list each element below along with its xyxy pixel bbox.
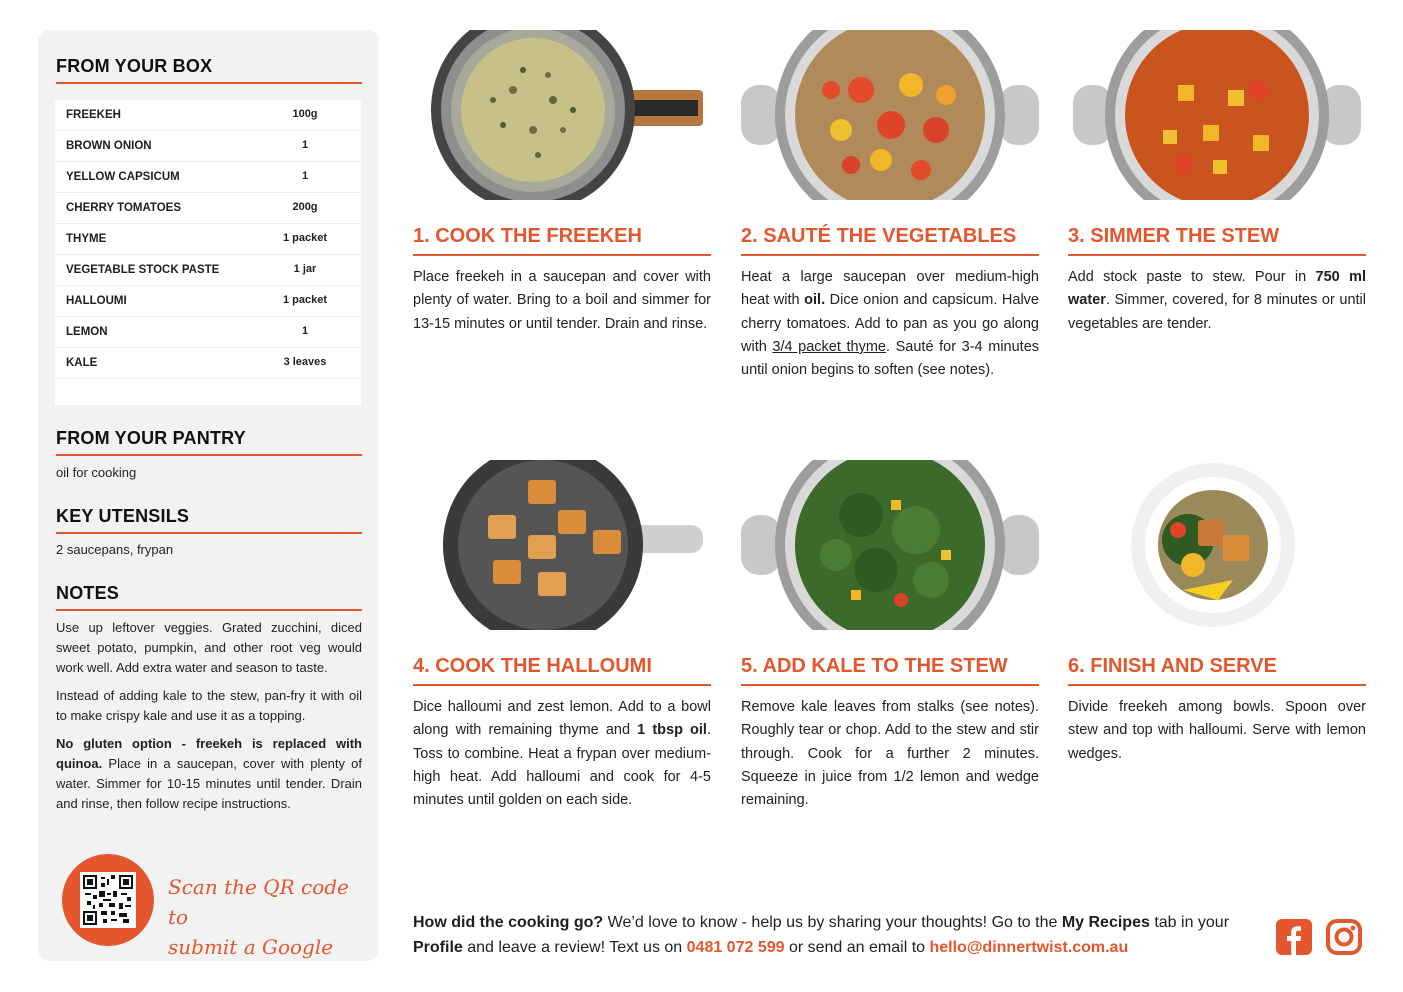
qr-code-icon[interactable] (80, 872, 136, 928)
ingredient-name: FREEKEH (66, 109, 121, 121)
footer-text: tab in your (1149, 914, 1230, 931)
step-title: 6. FINISH AND SERVE (1068, 655, 1366, 686)
ingredient-quantity: 100g (292, 108, 318, 120)
step-underline-text: 3/4 packet thyme (772, 338, 886, 355)
step-title: 1. COOK THE FREEKEH (413, 225, 711, 256)
strainer-freekeh-photo (413, 30, 711, 200)
notes-title: NOTES (56, 583, 120, 603)
table-row (55, 224, 361, 255)
step-title: 3. SIMMER THE STEW (1068, 225, 1366, 256)
step-text: . Simmer, covered, for 8 minutes or until vegetables are tender. (1068, 292, 1366, 332)
table-row (55, 100, 361, 131)
note-paragraph: Instead of adding kale to the stew, pan-fry it with oil to make crispy kale and use it as a topping. (56, 688, 362, 723)
from-your-pantry-title: FROM YOUR PANTRY (56, 428, 246, 448)
ingredient-name: CHERRY TOMATOES (66, 202, 182, 214)
kale-stew-photo (741, 460, 1039, 630)
served-bowl-photo (1068, 460, 1366, 630)
ingredient-quantity: 3 leaves (283, 356, 327, 368)
section-divider (56, 454, 362, 456)
table-row (55, 348, 361, 379)
profile-label: Profile (413, 939, 463, 956)
ingredient-quantity: 1 (301, 325, 309, 337)
ingredient-name: THYME (66, 233, 107, 245)
table-row (55, 317, 361, 348)
footer-text: We’d love to know - help us by sharing your thoughts! Go to the (603, 914, 1062, 931)
step-body (741, 266, 1039, 382)
table-row (55, 193, 361, 224)
step-text: Dice onion and capsicum. Halve cherry tomatoes. Add to pan as you go along with (741, 292, 1039, 355)
step-body: Place freekeh in a saucepan and cover with plenty of water. Bring to a boil and simmer for 13-15 minutes or until tender. Drain and rinse. (413, 269, 711, 332)
section-divider (56, 82, 362, 84)
step-title: 2. SAUTÉ THE VEGETABLES (741, 225, 1039, 256)
instagram-icon[interactable] (1325, 918, 1363, 956)
section-divider (56, 532, 362, 534)
ingredient-name: VEGETABLE STOCK PASTE (66, 264, 220, 276)
step-text: Dice halloumi and zest lemon. Add to a bowl along with remaining thyme and (413, 699, 711, 739)
ingredient-name: YELLOW CAPSICUM (66, 171, 180, 183)
footer-question: How did the cooking go? (413, 914, 604, 931)
ingredients-sidebar (38, 30, 379, 961)
ingredient-quantity: 200g (292, 201, 318, 213)
footer-text: or send an email to (784, 939, 930, 956)
note-paragraph: Use up leftover veggies. Grated zucchini, diced sweet potato, pumpkin, and other root veg would work well. Add extra water and season to taste. (56, 620, 362, 675)
step-body: Divide freekeh among bowls. Spoon over stew and top with halloumi. Serve with lemon wedges. (1068, 699, 1366, 762)
ingredient-quantity: 1 packet (282, 294, 328, 306)
facebook-icon[interactable] (1275, 918, 1313, 956)
ingredient-name: HALLOUMI (66, 295, 127, 307)
table-row (55, 255, 361, 286)
step-body: Remove kale leaves from stalks (see notes). Roughly tear or chop. Add to the stew and stir through. Cook for a further 2 minutes. Squeeze in juice from 1/2 lemon and wedge remaining. (741, 699, 1039, 809)
step-body (413, 696, 711, 812)
table-row (55, 286, 361, 317)
ingredient-quantity: 1 jar (293, 263, 317, 275)
feedback-footer (413, 910, 1263, 960)
step-text: Heat a large saucepan over medium-high heat with (741, 269, 1039, 309)
section-divider (56, 609, 362, 611)
ingredient-quantity: 1 packet (282, 232, 328, 244)
ingredient-quantity: 1 (301, 139, 309, 151)
step-text: . Sauté for 3-4 minutes until onion begins to soften (see notes). (741, 338, 1040, 379)
note-text: Place in a saucepan, cover with plenty of water. Simmer for 10-15 minutes until tender. Drain and rinse, then follow recipe instructions. (56, 756, 362, 811)
step-bold-text: 750 ml water (1068, 269, 1366, 309)
step-body (1068, 266, 1366, 336)
ingredient-quantity: 1 (301, 170, 309, 182)
phone-link[interactable]: 0481 072 599 (686, 939, 785, 956)
step-title: 4. COOK THE HALLOUMI (413, 655, 711, 686)
notes-body (56, 618, 362, 822)
frypan-halloumi-photo (413, 460, 711, 630)
table-row (55, 131, 361, 162)
qr-code-badge[interactable] (62, 854, 154, 946)
from-your-box-title: FROM YOUR BOX (56, 56, 213, 76)
saucepan-vegetables-photo (741, 30, 1039, 200)
utensils-text: 2 saucepans, frypan (56, 542, 174, 557)
ingredient-table (55, 100, 361, 405)
step-text: Add stock paste to stew. Pour in (1068, 269, 1316, 285)
step-text: . Toss to combine. Heat a frypan over medium-high heat. Add halloumi and cook for 4-5 minutes until golden on each side. (413, 722, 711, 809)
step-bold-text: oil. (804, 292, 826, 309)
ingredient-name: BROWN ONION (66, 140, 152, 152)
footer-text: and leave a review! Text us on (462, 939, 687, 956)
table-row (55, 162, 361, 193)
note-paragraph (56, 734, 362, 814)
qr-prompt-text (168, 872, 368, 962)
step-title: 5. ADD KALE TO THE STEW (741, 655, 1039, 686)
qr-prompt-line: Scan the QR code to (168, 875, 349, 929)
step-bold-text: 1 tbsp oil (637, 722, 707, 739)
qr-prompt-line: submit a Google (168, 935, 334, 959)
pantry-text: oil for cooking (56, 465, 137, 480)
ingredient-name: KALE (66, 357, 98, 369)
ingredient-name: LEMON (66, 326, 108, 338)
note-bold: No gluten option - freekeh is replaced with quinoa. (56, 736, 362, 771)
stew-pot-photo (1068, 30, 1366, 200)
my-recipes-label: My Recipes (1061, 914, 1150, 931)
key-utensils-title: KEY UTENSILS (56, 506, 190, 526)
email-link[interactable]: hello@dinnertwist.com.au (929, 939, 1129, 956)
